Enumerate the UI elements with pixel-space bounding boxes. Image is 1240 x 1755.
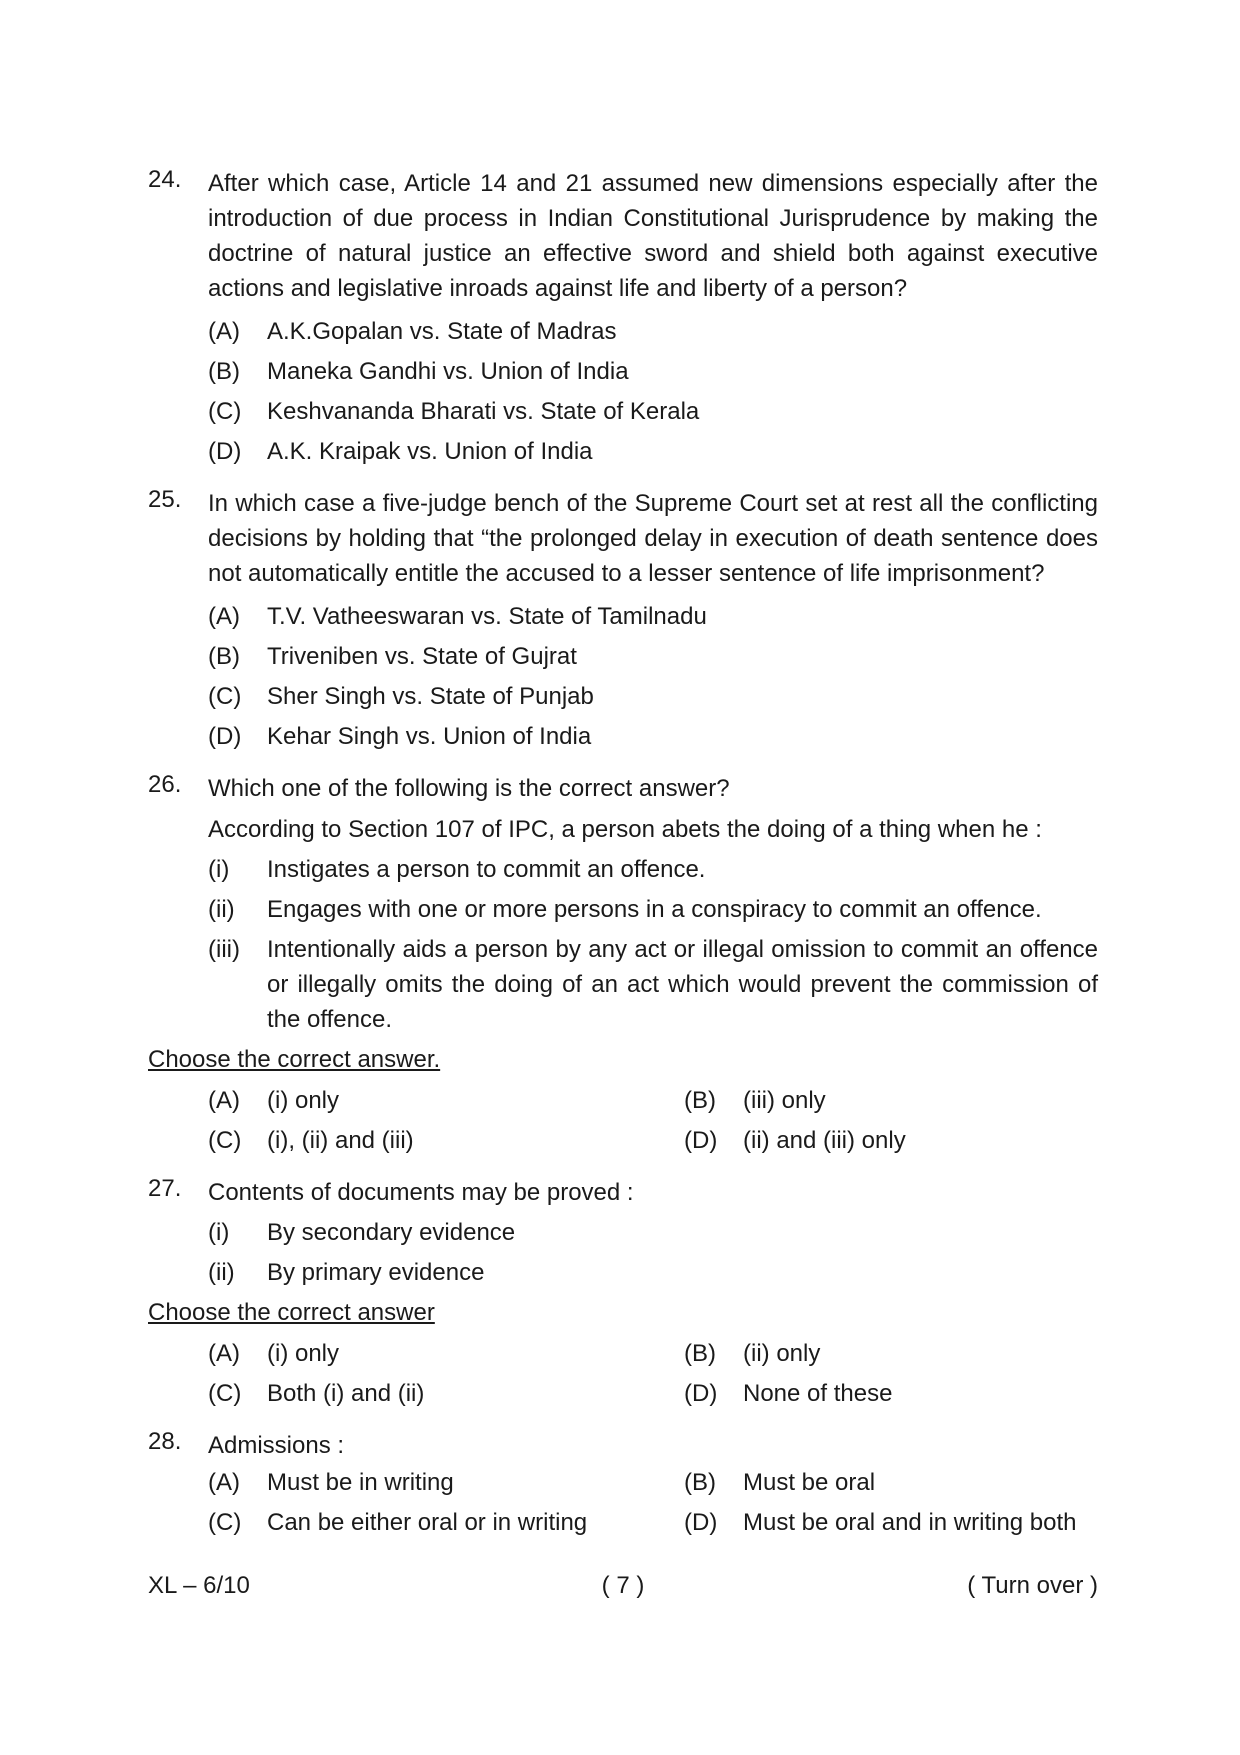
option-d: (D) None of these [684, 1380, 893, 1407]
option-c: (C) Sher Singh vs. State of Punjab [208, 683, 594, 710]
option-a: (A) Must be in writing [208, 1469, 454, 1496]
paper-code: XL – 6/10 [148, 1572, 250, 1599]
option-a: (A) (i) only [208, 1087, 340, 1114]
choose-instruction: Choose the correct answer [148, 1299, 435, 1326]
option-a: (A) (i) only [208, 1340, 340, 1367]
question-text: In which case a five-judge bench of the Supreme Court set at rest all the conflicting decisions by holding that “the prolonged delay in execution of death sentence does not automatically entitle the accused to a lesser sentence of life imprisonment? [208, 490, 1098, 587]
options-27 [208, 1336, 1098, 1416]
question-number: 25. [148, 486, 182, 513]
option-c: (C) Can be either oral or in writing [208, 1509, 588, 1536]
options-25 [208, 599, 1098, 759]
question-subtext: According to Section 107 of IPC, a person abets the doing of a thing when he : [208, 816, 1042, 843]
statement-i: (i) Instigates a person to commit an offence. [208, 856, 706, 883]
option-b: (B) (iii) only [684, 1087, 826, 1114]
question-28 [148, 1428, 1098, 1463]
statement-iii: (iii) Intentionally aids a person by any act or illegal omission to commit an offence or illegally omits the doing of an act which would prevent the commission of the offence. [208, 936, 1098, 1033]
option-c: (C) (i), (ii) and (iii) [208, 1127, 414, 1154]
option-d: (D) Must be oral and in writing both [684, 1509, 1077, 1536]
option-b: (B) Must be oral [684, 1469, 876, 1496]
question-number: 26. [148, 771, 182, 798]
option-a: (A) A.K.Gopalan vs. State of Madras [208, 318, 617, 345]
choose-instruction: Choose the correct answer. [148, 1046, 441, 1073]
option-c: (C) Both (i) and (ii) [208, 1380, 425, 1407]
options-28 [208, 1465, 1098, 1545]
question-number: 27. [148, 1175, 182, 1202]
page-number: ( 7 ) [601, 1572, 645, 1599]
question-26 [148, 771, 1098, 847]
question-text: Admissions : [208, 1432, 345, 1459]
question-number: 24. [148, 166, 182, 193]
statement-ii: (ii) By primary evidence [208, 1259, 485, 1286]
question-number: 28. [148, 1428, 182, 1455]
option-b: (B) Maneka Gandhi vs. Union of India [208, 358, 629, 385]
option-c: (C) Keshvananda Bharati vs. State of Kerala [208, 398, 700, 425]
option-a: (A) T.V. Vatheeswaran vs. State of Tamilnadu [208, 603, 707, 630]
question-24 [148, 166, 1098, 306]
statement-i: (i) By secondary evidence [208, 1219, 516, 1246]
option-d: (D) Kehar Singh vs. Union of India [208, 723, 592, 750]
turn-over-note: ( Turn over ) [967, 1572, 1098, 1599]
options-26 [208, 1083, 1098, 1163]
question-text: Contents of documents may be proved : [208, 1179, 634, 1206]
option-b: (B) (ii) only [684, 1340, 821, 1367]
options-24 [208, 314, 1098, 474]
option-d: (D) (ii) and (iii) only [684, 1127, 906, 1154]
question-25 [148, 486, 1098, 591]
question-list [148, 166, 1098, 1545]
question-text: After which case, Article 14 and 21 assumed new dimensions especially after the introduction of due process in Indian Constitutional Jurisprudence by making the doctrine of natural justice an effective sword and shield both against executive actions and legislative inroads against life and liberty of a person? [208, 170, 1098, 302]
option-b: (B) Triveniben vs. State of Gujrat [208, 643, 577, 670]
question-27 [148, 1175, 1098, 1210]
page-footer [148, 1566, 1098, 1606]
question-text: Which one of the following is the correct answer? [208, 775, 730, 802]
statement-ii: (ii) Engages with one or more persons in a conspiracy to commit an offence. [208, 896, 1042, 923]
option-d: (D) A.K. Kraipak vs. Union of India [208, 438, 593, 465]
